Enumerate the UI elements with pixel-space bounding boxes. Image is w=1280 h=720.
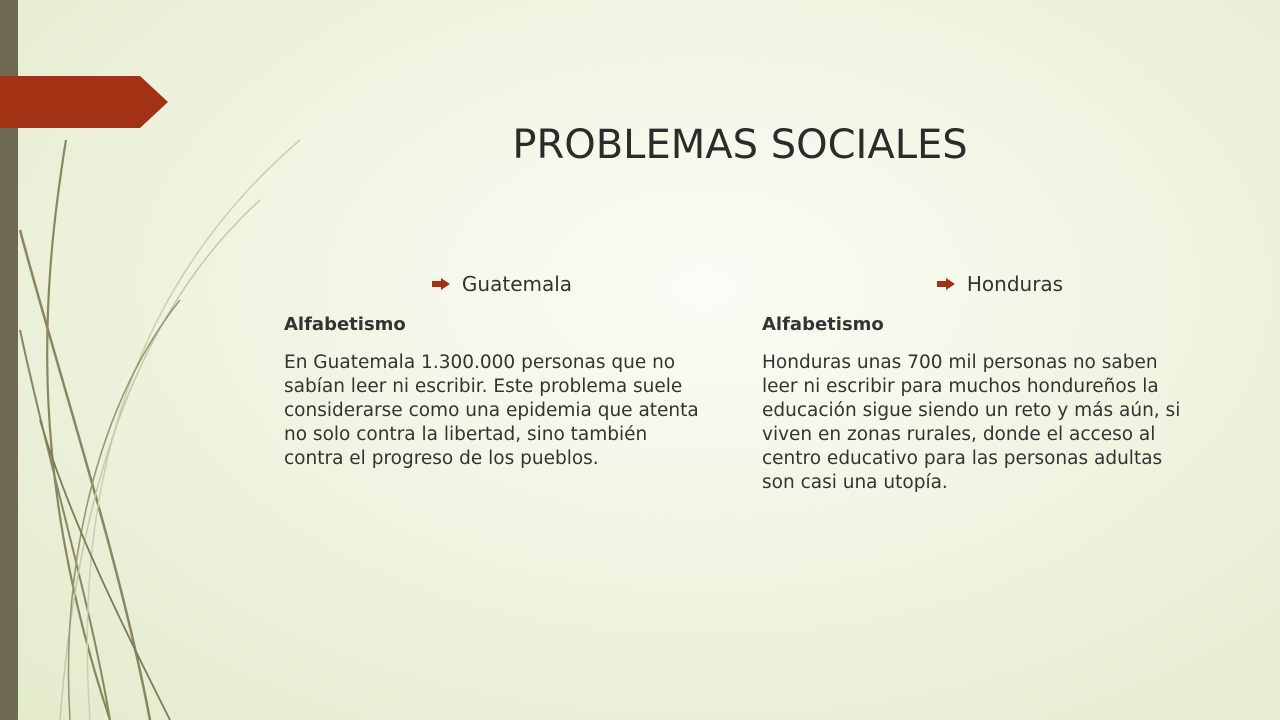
body-paragraph: En Guatemala 1.300.000 personas que no sabían leer ni escribir. Este problema suele considerarse como una epidemia que atenta no solo contra la libertad, sino también contra el progreso de los pueblos. [284, 352, 699, 469]
bullet-label: Guatemala [461, 272, 573, 296]
bullet-item [910, 272, 1090, 296]
bullet-item [412, 272, 592, 296]
accent-tab [0, 76, 168, 128]
arrow-bullet-icon [937, 278, 955, 290]
arrow-bullet-icon [432, 278, 450, 290]
section-heading: Alfabetismo [762, 314, 884, 335]
column-honduras [762, 272, 1202, 495]
slide-title: PROBLEMAS SOCIALES [512, 122, 968, 168]
body-paragraph: Honduras unas 700 mil personas no saben leer ni escribir para muchos hondureños la educación sigue siendo un reto y más aún, si viven en zonas rurales, donde el acceso al centro educativo para las personas adultas son casi una utopía. [762, 352, 1181, 493]
section-heading: Alfabetismo [284, 314, 406, 335]
bullet-label: Honduras [966, 272, 1064, 296]
column-guatemala [284, 272, 724, 471]
